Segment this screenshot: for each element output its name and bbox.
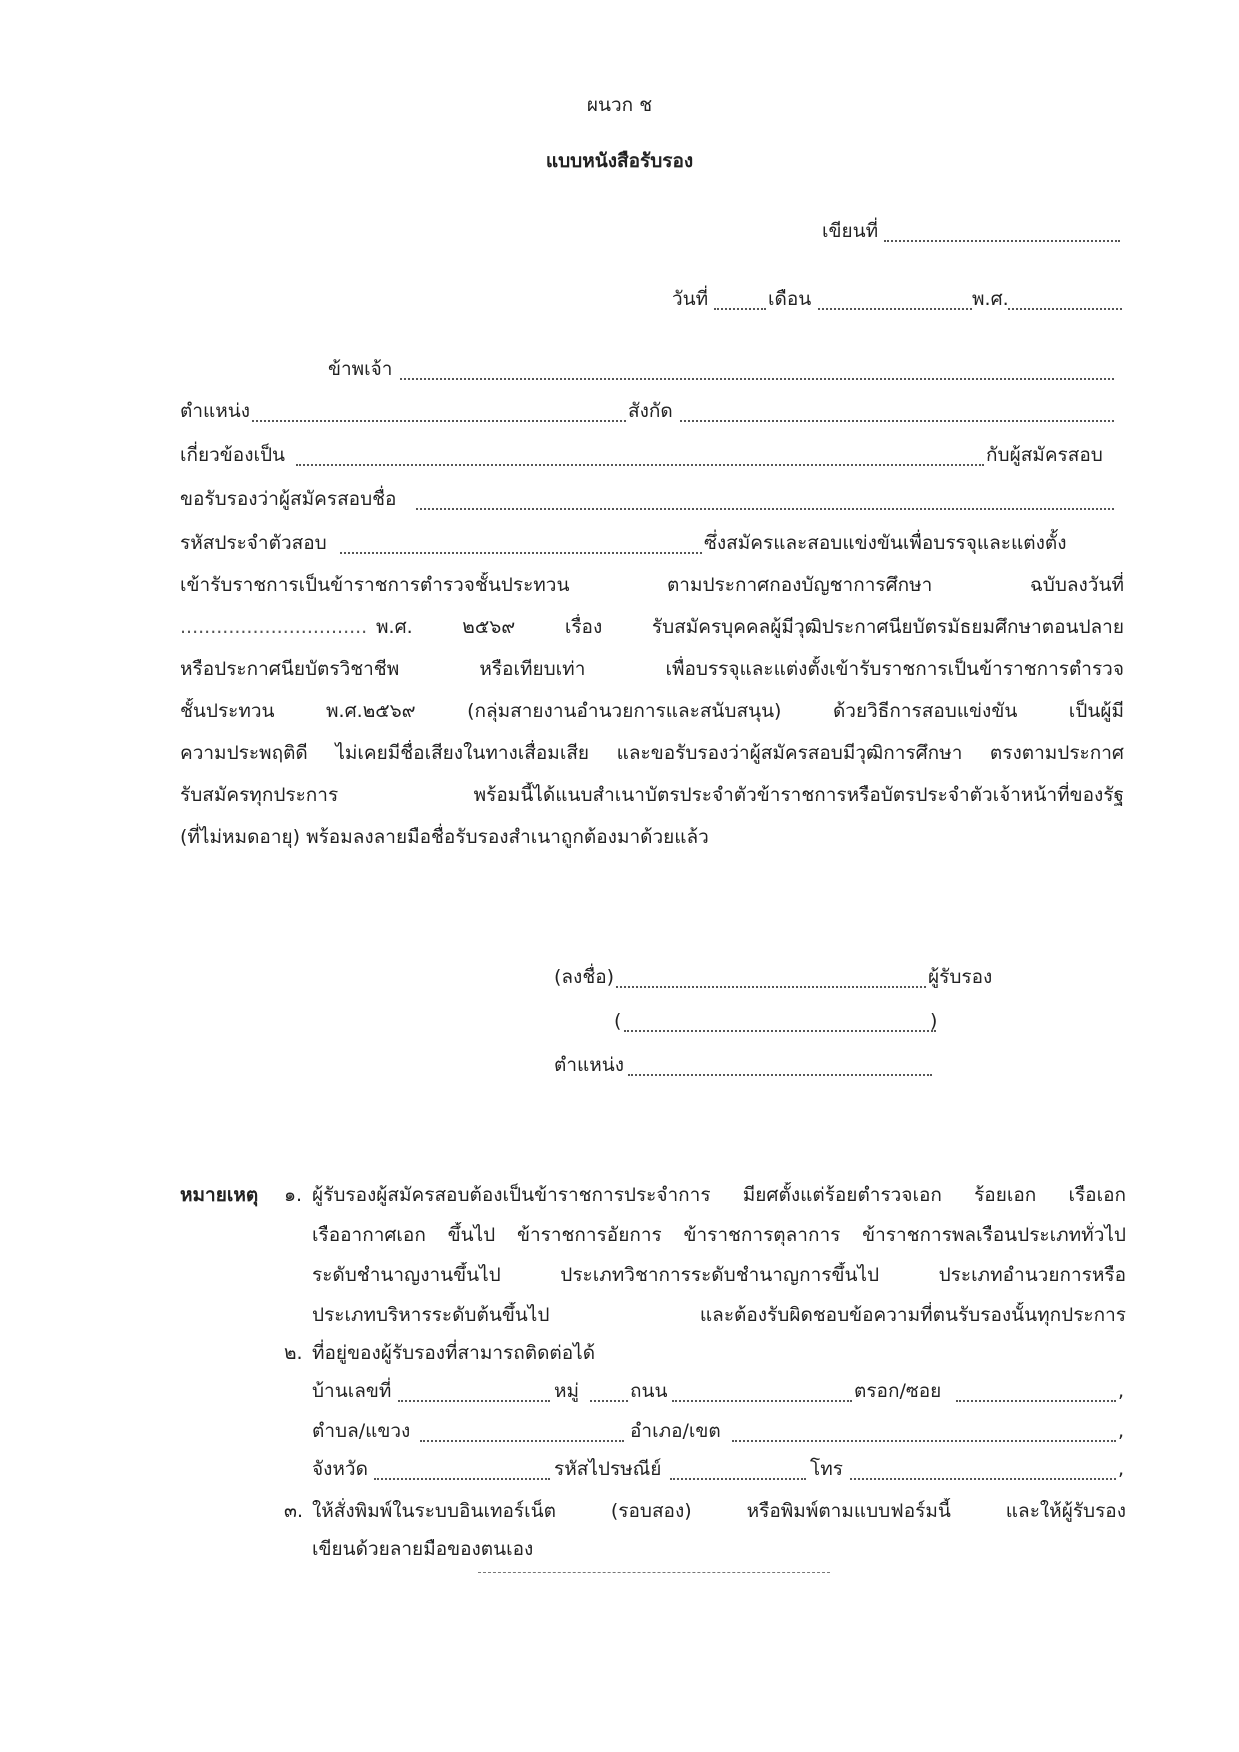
body-line-7: (ที่ไม่หมดอายุ) พร้อมลงลายมือชื่อรับรองสำเนาถูกต้องมาด้วยแล้ว: [180, 826, 709, 848]
notes-label: หมายเหตุ: [180, 1184, 259, 1206]
year-field[interactable]: [1008, 308, 1122, 310]
note-2-line-1: ที่อยู่ของผู้รับรองที่สามารถติดต่อได้: [312, 1342, 596, 1364]
position-field[interactable]: [252, 420, 626, 422]
note-3-number: ๓.: [284, 1500, 304, 1522]
moo-field[interactable]: [590, 1400, 628, 1402]
day-label: วันที่: [672, 288, 709, 310]
certifier-label: ผู้รับรอง: [928, 966, 993, 988]
body-line-1: เข้ารับราชการเป็นข้าราชการตำรวจชั้นประทวน ตามประกาศกองบัญชาการศึกษา ฉบับลงวันที่: [180, 574, 1124, 596]
body-line-5: ความประพฤติดี ไม่เคยมีชื่อเสียงในทางเสื่อมเสีย และขอรับรองว่าผู้สมัครสอบมีวุฒิการศึกษา ตรงตามประกาศ: [180, 742, 1124, 764]
postcode-label: รหัสไปรษณีย์: [554, 1458, 662, 1480]
exam-id-tail: ซึ่งสมัครและสอบแข่งขันเพื่อบรรจุและแต่งตั้ง: [704, 532, 1067, 554]
month-field[interactable]: [818, 308, 972, 310]
related-as-label: เกี่ยวข้องเป็น: [180, 444, 286, 466]
note-1-line-2: เรืออากาศเอก ขึ้นไป ข้าราชการอัยการ ข้าราชการตุลาการ ข้าราชการพลเรือนประเภททั่วไป: [312, 1224, 1126, 1246]
related-as-field[interactable]: [296, 464, 984, 466]
name-field[interactable]: [400, 378, 1114, 380]
month-label: เดือน: [768, 288, 812, 310]
date-blank[interactable]: ...............................: [180, 616, 368, 638]
signer-position-label: ตำแหน่ง: [554, 1054, 625, 1076]
appendix-label: ผนวก ช: [586, 94, 653, 116]
written-at-label: เขียนที่: [822, 220, 879, 242]
i-label: ข้าพเจ้า: [328, 358, 393, 380]
phone-field[interactable]: [850, 1478, 1116, 1480]
district-field[interactable]: [732, 1440, 1116, 1442]
address-comma-3: ,: [1118, 1458, 1125, 1480]
phone-label: โทร: [810, 1458, 843, 1480]
road-field[interactable]: [672, 1400, 852, 1402]
end-divider: [478, 1572, 830, 1573]
alley-label: ตรอก/ซอย: [854, 1380, 942, 1402]
affiliation-field[interactable]: [680, 420, 1114, 422]
postcode-field[interactable]: [670, 1478, 806, 1480]
moo-label: หมู่: [554, 1380, 580, 1402]
written-at-field[interactable]: [884, 240, 1120, 242]
note-1-number: ๑.: [284, 1184, 303, 1206]
body-line-6: รับสมัครทุกประการ พร้อมนี้ได้แนบสำเนาบัตรประจำตัวข้าราชการหรือบัตรประจำตัวเจ้าหน้าที่ของรัฐ: [180, 784, 1124, 806]
with-applicant-label: กับผู้สมัครสอบ: [986, 444, 1103, 466]
body-line-2: พ.ศ. ๒๕๖๙ เรื่อง รับสมัครบุคคลผู้มีวุฒิประกาศนียบัตรมัธยมศึกษาตอนปลาย: [376, 616, 1124, 638]
body-line-4: ชั้นประทวน พ.ศ.๒๕๖๙ (กลุ่มสายงานอำนวยการและสนับสนุน) ด้วยวิธีการสอบแข่งขัน เป็นผู้มี: [180, 700, 1124, 722]
province-label: จังหวัด: [312, 1458, 368, 1480]
certify-name-label: ขอรับรองว่าผู้สมัครสอบชื่อ: [180, 488, 397, 510]
note-1-line-1: ผู้รับรองผู้สมัครสอบต้องเป็นข้าราชการประจำการ มียศตั้งแต่ร้อยตำรวจเอก ร้อยเอก เรือเอก: [312, 1184, 1126, 1206]
day-field[interactable]: [714, 308, 766, 310]
signature-field[interactable]: [616, 986, 926, 988]
signer-position-field[interactable]: [628, 1074, 932, 1076]
note-1-line-3: ระดับชำนาญงานขึ้นไป ประเภทวิชาการระดับชำนาญการขึ้นไป ประเภทอำนวยการหรือ: [312, 1264, 1126, 1286]
open-paren: (: [614, 1010, 622, 1032]
province-field[interactable]: [374, 1478, 550, 1480]
sign-label: (ลงชื่อ): [554, 966, 615, 988]
note-3-line-2: เขียนด้วยลายมือของตนเอง: [312, 1538, 534, 1560]
exam-id-field[interactable]: [340, 552, 702, 554]
note-3-line-1: ให้สั่งพิมพ์ในระบบอินเทอร์เน็ต (รอบสอง) หรือพิมพ์ตามแบบฟอร์มนี้ และให้ผู้รับรอง: [312, 1500, 1126, 1522]
note-2-number: ๒.: [284, 1342, 303, 1364]
house-no-field[interactable]: [398, 1400, 550, 1402]
affiliation-label: สังกัด: [628, 400, 673, 422]
address-comma-2: ,: [1118, 1420, 1125, 1442]
road-label: ถนน: [630, 1380, 668, 1402]
position-label: ตำแหน่ง: [180, 400, 251, 422]
note-1-line-4: ประเภทบริหารระดับต้นขึ้นไป และต้องรับผิดชอบข้อความที่ตนรับรองนั้นทุกประการ: [312, 1304, 1126, 1326]
body-line-3: หรือประกาศนียบัตรวิชาชีพ หรือเทียบเท่า เพื่อบรรจุและแต่งตั้งเข้ารับราชการเป็นข้าราชการตำรวจ: [180, 658, 1124, 680]
close-paren: ): [930, 1010, 938, 1032]
printed-name-field[interactable]: [624, 1030, 936, 1032]
house-no-label: บ้านเลขที่: [312, 1380, 392, 1402]
alley-field[interactable]: [956, 1400, 1116, 1402]
district-label: อำเภอ/เขต: [630, 1420, 721, 1442]
subdistrict-label: ตำบล/แขวง: [312, 1420, 411, 1442]
page-title: แบบหนังสือรับรอง: [545, 150, 694, 172]
exam-id-label: รหัสประจำตัวสอบ: [180, 532, 327, 554]
address-comma-1: ,: [1118, 1380, 1125, 1402]
applicant-name-field[interactable]: [416, 508, 1114, 510]
year-label: พ.ศ.: [972, 288, 1009, 310]
subdistrict-field[interactable]: [420, 1440, 624, 1442]
